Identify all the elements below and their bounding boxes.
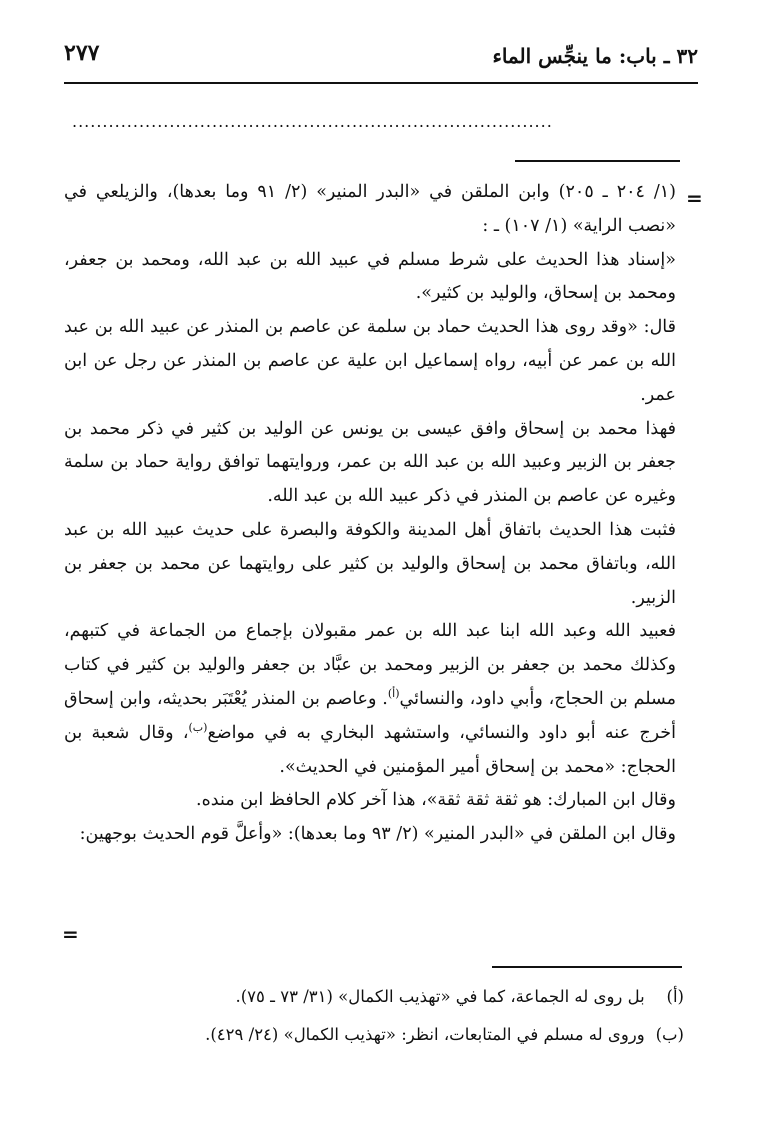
footnotes — [64, 982, 684, 1058]
footnote-ref: (أ) — [387, 687, 400, 701]
footnote-rule — [492, 966, 682, 968]
main-text — [64, 176, 676, 852]
dotted-separator: ............................................................................... — [72, 112, 553, 131]
footnote-ref: (ب) — [188, 720, 208, 734]
footnote — [64, 1020, 684, 1050]
paragraph-text: فعبيد الله وعبد الله ابنا عبد الله بن عمر مقبولان بإجماع من الجماعة في كتبهم، وكذلك محمد بن جعفر بن الزبير ومحمد بن عبَّاد بن جعفر والوليد بن كثير في كتاب مسلم بن الحجاج، وأبي داود، والنسائي — [64, 621, 676, 709]
footnote-text: بل روى له الجماعة، كما في «تهذيب الكمال» (٣١/ ٧٣ ـ ٧٥). — [235, 987, 645, 1006]
footnote-label: (ب) — [655, 1025, 684, 1044]
paragraph: وقال ابن الملقن في «البدر المنير» (٢/ ٩٣ وما بعدها): «وأعلَّ قوم الحديث بوجهين: — [79, 824, 676, 845]
paragraph: «إسناد هذا الحديث على شرط مسلم في عبيد الله بن عبد الله، ومحمد بن جعفر، ومحمد بن إسحاق، والوليد بن كثير». — [64, 249, 676, 304]
paragraph: فثبت هذا الحديث باتفاق أهل المدينة والكوفة والبصرة على حديث عبيد الله بن عبد الله، وباتفاق محمد بن إسحاق والوليد بن كثير على روايتهما عن محمد بن جعفر بن الزبير. — [64, 519, 676, 608]
paragraph: وقال ابن المبارك: هو ثقة ثقة ثقة»، هذا آخر كلام الحافظ ابن منده. — [196, 790, 676, 811]
continuation-mark-top: = — [686, 186, 703, 210]
footnote — [64, 982, 684, 1012]
continuation-mark-bottom: = — [62, 922, 79, 946]
paragraph — [64, 615, 676, 784]
paragraph-text: ، وقال شعبة بن الحجاج: «محمد بن إسحاق أمير المؤمنين في الحديث». — [64, 722, 676, 777]
chapter-title: ٣٢ ـ باب: ما ينجِّس الماء — [492, 44, 698, 68]
header-rule — [64, 82, 698, 84]
paragraph-text: . وعاصم بن المنذر يُعْتَبَر بحديثه، وابن إسحاق أخرج عنه أبو داود والنسائي، واستشهد البخاري به في مواضع — [64, 688, 676, 743]
continuation-rule — [515, 160, 680, 162]
paragraph: فهذا محمد بن إسحاق وافق عيسى بن يونس عن الوليد بن كثير في ذكر محمد بن جعفر بن الزبير وعبيد الله بن عبد الله بن عمر، وروايتهما توافق رواية حماد بن سلمة وغيره عن عاصم بن المنذر في ذكر عبيد الله بن عبد الله. — [64, 418, 676, 507]
paragraph: قال: «وقد روى هذا الحديث حماد بن سلمة عن عاصم بن المنذر عن عبيد الله بن عبد الله بن عمر عن أبيه، رواه إسماعيل ابن علية عن عاصم بن المنذر عن رجل عن ابن عمر. — [64, 317, 676, 405]
footnote-text: وروى له مسلم في المتابعات، انظر: «تهذيب الكمال» (٢٤/ ٤٢٩). — [205, 1025, 645, 1044]
footnote-label: (أ) — [666, 987, 684, 1006]
page-header — [64, 40, 698, 74]
page-number: ٢٧٧ — [64, 40, 100, 66]
paragraph: (١/ ٢٠٤ ـ ٢٠٥) وابن الملقن في «البدر المنير» (٢/ ٩١ وما بعدها)، والزيلعي في «نصب الراية» (١/ ١٠٧) ـ : — [64, 182, 676, 236]
